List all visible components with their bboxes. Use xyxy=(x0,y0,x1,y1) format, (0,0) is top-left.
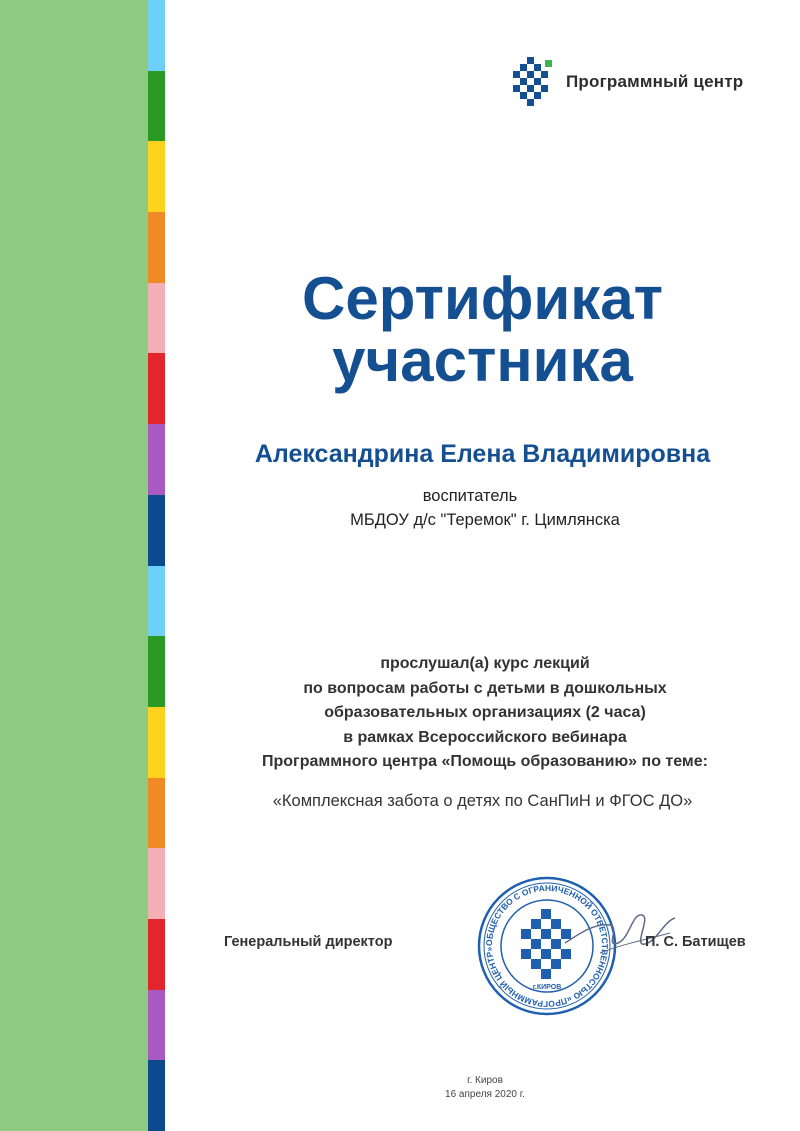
color-stripe-column xyxy=(148,0,165,1131)
recipient-organization: МБДОУ д/с "Теремок" г. Цимлянска xyxy=(350,511,620,529)
signatory-name: П. С. Батищев xyxy=(645,934,746,950)
logo-text: Программный центр xyxy=(566,72,744,91)
color-stripe xyxy=(148,919,165,990)
certificate-body xyxy=(205,652,765,775)
color-stripe xyxy=(148,566,165,637)
recipient-position: воспитатель xyxy=(422,487,518,505)
body-line: образовательных организациях (2 часа) xyxy=(324,704,646,721)
certificate-title-line-2: участника xyxy=(332,327,633,394)
color-stripe xyxy=(148,141,165,212)
signatory-title: Генеральный директор xyxy=(224,934,393,950)
color-stripe xyxy=(148,707,165,778)
body-line: по вопросам работы с детьми в дошкольных xyxy=(303,679,667,697)
footer-date: 16 апреля 2020 г. xyxy=(445,1089,525,1100)
color-stripe xyxy=(148,212,165,283)
body-line: в рамках Всероссийского вебинара xyxy=(343,728,627,746)
webinar-topic: «Комплексная забота о детях по СанПиН и ФГОС ДО» xyxy=(272,792,693,810)
color-stripe xyxy=(148,0,165,71)
program-center-logo xyxy=(512,57,743,107)
color-stripe xyxy=(148,1060,165,1131)
certificate-title-line-1: Сертификат xyxy=(302,265,663,332)
footer-city: г. Киров xyxy=(467,1075,503,1086)
color-stripe xyxy=(148,990,165,1061)
body-line: прослушал(а) курс лекций xyxy=(380,655,590,672)
color-stripe xyxy=(148,424,165,495)
stamp-city: г.КИРОВ xyxy=(532,984,562,991)
color-stripe xyxy=(148,636,165,707)
color-stripe xyxy=(148,71,165,142)
left-green-band xyxy=(0,0,148,1131)
color-stripe xyxy=(148,353,165,424)
color-stripe xyxy=(148,848,165,919)
body-line: Программного центра «Помощь образованию» по теме: xyxy=(261,753,708,770)
recipient-name: Александрина Елена Владимировна xyxy=(254,440,711,468)
color-stripe xyxy=(148,283,165,354)
stamp-ring-text: ОБЩЕСТВО С ОГРАНИЧЕННОЙ ОТВЕТСТВЕННОСТЬЮ «ПРОГРАММНЫЙ ЦЕНТР» xyxy=(483,882,611,1010)
pixel-grid-logo-icon xyxy=(512,57,554,107)
color-stripe xyxy=(148,495,165,566)
color-stripe xyxy=(148,778,165,849)
